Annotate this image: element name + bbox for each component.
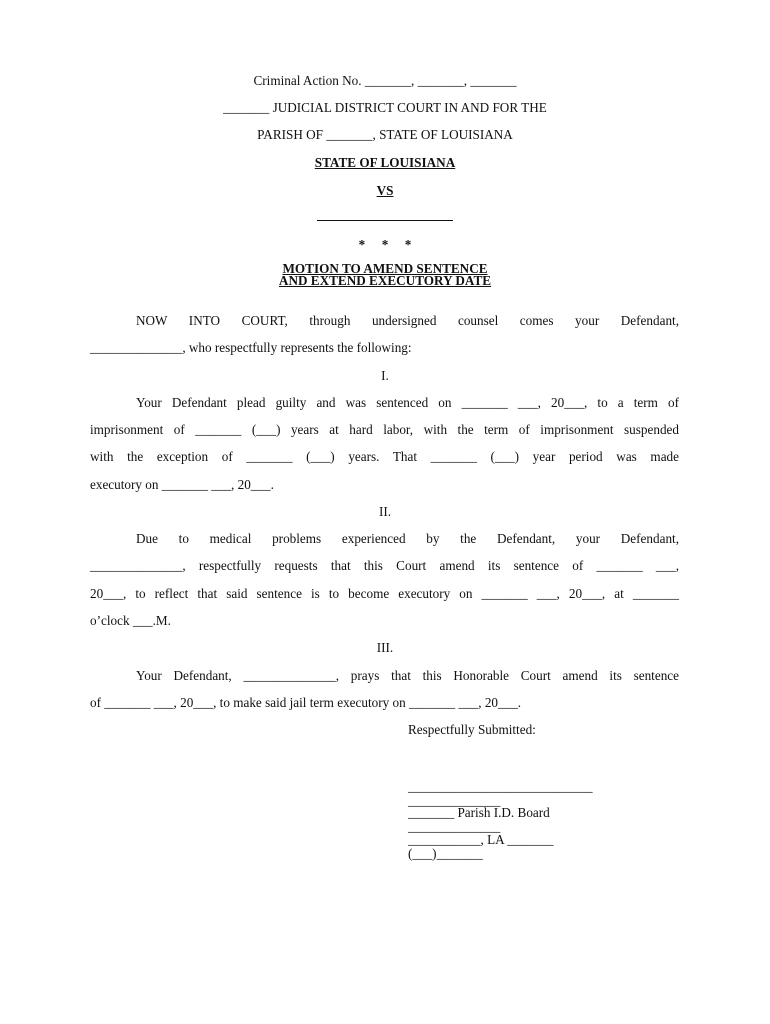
intro-line-2: ______________, who respectfully represents the following: (90, 340, 412, 355)
section2-line-1: Due to medical problems experienced by the Defendant, your Defendant, (136, 531, 679, 546)
section3-line-2: of _______ ___, 20___, to make said jail term executory on _______ ___, 20___. (90, 695, 522, 710)
address-blank: ______________ (408, 819, 501, 834)
section-numeral-2: II. (378, 504, 392, 519)
attorney-name-blank: ______________ (408, 793, 501, 808)
phone-line: (___)_______ (408, 846, 483, 861)
section-numeral-3: III. (376, 640, 394, 655)
section1-line-2: imprisonment of _______ (___) years at hard labor, with the term of imprisonment suspended (90, 422, 679, 437)
criminal-action-line: Criminal Action No. _______, _______, _______ (253, 73, 517, 88)
defendant-name-rule (317, 220, 453, 221)
parish-line: PARISH OF _______, STATE OF LOUISIANA (257, 127, 513, 142)
section2-line-2: ______________, respectfully requests that this Court amend its sentence of _______ ___, (90, 558, 679, 573)
case-state-title: STATE OF LOUISIANA (314, 155, 456, 170)
motion-title-line-2: AND EXTEND EXECUTORY DATE (278, 273, 492, 288)
section1-line-4: executory on _______ ___, 20___. (90, 477, 274, 492)
city-state-line: ___________, LA _______ (408, 832, 554, 847)
section-stars: * * * (358, 237, 412, 252)
signature-line: ____________________________ (408, 779, 593, 794)
intro-line-1: NOW INTO COURT, through undersigned counsel comes your Defendant, (136, 313, 679, 328)
motion-title-line-1: MOTION TO AMEND SENTENCE (282, 261, 488, 276)
court-line: _______ JUDICIAL DISTRICT COURT IN AND FOR THE (223, 100, 547, 115)
versus-label: VS (376, 183, 394, 198)
section-numeral-1: I. (381, 368, 389, 383)
section1-line-3: with the exception of _______ (___) years. That _______ (___) year period was made (90, 449, 679, 464)
section2-line-3: 20___, to reflect that said sentence is to become executory on _______ ___, 20___, at _______ (90, 586, 679, 601)
section2-line-4: o’clock ___.M. (90, 613, 171, 628)
parish-board-line: _______ Parish I.D. Board (408, 805, 550, 820)
closing-text: Respectfully Submitted: (408, 722, 536, 737)
section1-line-1: Your Defendant plead guilty and was sentenced on _______ ___, 20___, to a term of (136, 395, 679, 410)
section3-line-1: Your Defendant, ______________, prays that this Honorable Court amend its sentence (136, 668, 679, 683)
